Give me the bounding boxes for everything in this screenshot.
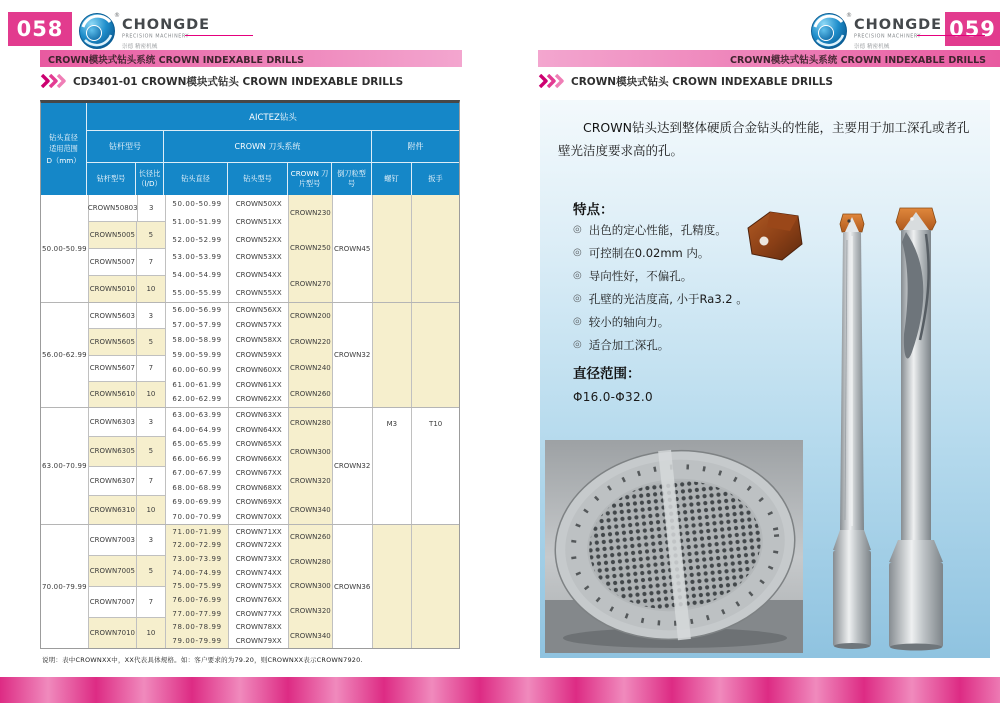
rod-model: CROWN5007 <box>89 249 137 275</box>
drill-model-value: CROWN78XX <box>235 623 282 632</box>
insert-model-value: CROWN250 <box>289 244 331 253</box>
ld-ratio: 5 <box>148 447 154 456</box>
svg-text:PRECISION MACHINERY: PRECISION MACHINERY <box>122 34 190 40</box>
diameter-value: 51.00-51.99 <box>172 217 222 226</box>
insert-model-value: CROWN280 <box>289 557 331 566</box>
diameter-value: 66.00-66.99 <box>172 454 222 463</box>
bullet-icon: ◎ <box>573 247 582 258</box>
banner-right <box>538 50 1000 67</box>
rod-model: CROWN7005 <box>89 556 137 586</box>
rod-row <box>89 556 165 587</box>
diameter-value: 75.00-75.99 <box>172 582 222 591</box>
insert-model-value: CROWN200 <box>289 312 331 320</box>
intro-text: CROWN钻头达到整体硬质合金钻头的性能，主要用于加工深孔或者孔壁光洁度要求高的孔。 <box>558 120 970 159</box>
insert-model-cell <box>289 525 333 648</box>
rod-row <box>89 408 165 437</box>
tubesheet-photo <box>545 440 803 653</box>
svg-text:PRECISION MACHINERY: PRECISION MACHINERY <box>854 34 922 40</box>
svg-text:®: ® <box>846 12 852 19</box>
ld-ratio: 7 <box>148 258 154 266</box>
diameter-value: 57.00-57.99 <box>172 321 222 330</box>
diameter-value: 50.00-50.99 <box>172 199 222 208</box>
drill-model-value: CROWN71XX <box>235 527 282 536</box>
diameter-value: 68.00-68.99 <box>172 483 222 492</box>
ld-ratio: 3 <box>148 311 154 320</box>
diameter-value: 76.00-76.99 <box>172 596 222 605</box>
svg-text:崇德 精密机械: 崇德 精密机械 <box>122 44 158 50</box>
product-panel <box>540 100 990 658</box>
wrench-cell <box>412 303 459 407</box>
drill-model-value: CROWN64XX <box>235 425 282 434</box>
feature-item <box>573 287 748 310</box>
rod-row <box>89 249 165 276</box>
feature-text: 孔壁的光洁度高, 小于Ra3.2 。 <box>588 291 748 306</box>
ld-ratio: 10 <box>146 390 156 399</box>
rod-model: CROWN7007 <box>89 587 137 617</box>
insert-model-value: CROWN260 <box>289 533 331 542</box>
features-title: 特点： <box>573 202 614 218</box>
ld-ratio: 7 <box>148 476 154 485</box>
diameter-value: 71.00-71.99 <box>172 527 222 536</box>
col-header-ld-ratio: 长径比 （l/D） <box>136 163 164 195</box>
diameter-value: 63.00-63.99 <box>172 411 222 420</box>
banner-text: CROWN模块式钻头系统 CROWN INDEXABLE DRILLS <box>48 54 305 66</box>
chevrons-icon <box>538 74 564 88</box>
feature-text: 可控制在0.02mm 内。 <box>588 245 710 260</box>
insert-model-value: CROWN220 <box>289 338 331 346</box>
diameter-value: 54.00-54.99 <box>172 271 222 280</box>
carbide-insert-image <box>748 212 802 260</box>
rod-row <box>89 195 165 222</box>
table-header <box>41 103 459 195</box>
diameter-value: 73.00-73.99 <box>172 555 222 564</box>
table-block <box>41 408 459 525</box>
ld-ratio: 10 <box>146 285 156 293</box>
drill-diameter-cell <box>166 408 230 524</box>
wrench-value: T10 <box>429 420 443 428</box>
svg-text:CHONGDE: CHONGDE <box>854 17 943 33</box>
drill-model-value: CROWN76XX <box>235 596 282 605</box>
drill-model-value: CROWN59XX <box>235 350 282 359</box>
ld-ratio: 5 <box>148 567 154 575</box>
group-header-rod: 钻杆型号 <box>87 131 164 162</box>
rod-rows <box>89 408 166 524</box>
page-number-left: 058 <box>8 12 72 46</box>
chevrons-icon <box>40 74 66 88</box>
bullet-icon: ◎ <box>573 316 582 327</box>
drill-model-value: CROWN63XX <box>235 411 282 420</box>
diameter-value: 55.00-55.99 <box>172 289 222 298</box>
section-title-right <box>538 71 833 91</box>
banner-text: CROWN模块式钻头系统 CROWN INDEXABLE DRILLS <box>729 54 986 66</box>
drill-model-cell <box>229 525 289 648</box>
diameter-value: 56.00-56.99 <box>172 306 222 315</box>
ld-ratio: 7 <box>148 598 154 606</box>
drill-model-value: CROWN61XX <box>235 380 282 389</box>
insert-model-value: CROWN320 <box>289 476 331 485</box>
drill-model-cell <box>229 195 289 302</box>
diameter-value: 53.00-53.99 <box>172 253 222 262</box>
rod-rows <box>89 303 166 407</box>
ld-ratio: 10 <box>146 629 156 637</box>
table-block <box>41 195 459 303</box>
drill-model-value: CROWN73XX <box>235 555 282 564</box>
feature-item <box>573 310 748 333</box>
drill-diameter-cell <box>166 525 230 648</box>
drill-model-value: CROWN77XX <box>235 609 282 618</box>
insert-model-cell <box>289 408 333 524</box>
group-header-accessories: 附件 <box>407 142 424 151</box>
insert-model-value: CROWN230 <box>289 208 331 217</box>
insert-model-value: CROWN320 <box>289 607 331 616</box>
ld-ratio: 3 <box>148 418 154 427</box>
col-header-diameter-range: 钻头直径 适用范围 D（mm） <box>41 103 87 195</box>
drill-model-cell <box>229 303 289 407</box>
wrench-cell <box>412 408 459 524</box>
insert-model-value: CROWN340 <box>289 631 331 640</box>
drill-model-value: CROWN69XX <box>235 498 282 507</box>
bullet-icon: ◎ <box>573 339 582 350</box>
drill-model-value: CROWN55XX <box>235 289 282 298</box>
insert-model-cell <box>289 195 333 302</box>
rod-model: CROWN6305 <box>89 437 137 465</box>
bullet-icon: ◎ <box>573 224 582 235</box>
drill-model-value: CROWN75XX <box>235 582 282 591</box>
rod-row <box>89 222 165 249</box>
diameter-value: 62.00-62.99 <box>172 395 222 404</box>
drill-model-cell <box>229 408 289 524</box>
drill-model-value: CROWN65XX <box>235 440 282 449</box>
section-title-text: CD3401-01 CROWN模块式钻头 CROWN INDEXABLE DRILLS <box>73 75 404 88</box>
reamer-model-cell: CROWN32 <box>333 303 373 407</box>
insert-model-value: CROWN240 <box>289 364 331 372</box>
feature-item <box>573 264 748 287</box>
rod-row <box>89 496 165 524</box>
feature-text: 导向性好，不偏孔。 <box>588 268 693 283</box>
rod-model: CROWN7010 <box>89 618 137 648</box>
table-footnote: 说明：表中CROWNXX中，XX代表具体规格。如：客户要求的为79.20，则CROWNXX表示CROWN7920. <box>42 656 363 664</box>
diameter-value: 77.00-77.99 <box>172 609 222 618</box>
diameter-value: 64.00-64.99 <box>172 425 222 434</box>
drill-image-left <box>833 214 871 649</box>
reamer-model-cell: CROWN45 <box>333 195 373 302</box>
ld-ratio: 5 <box>148 231 154 239</box>
screw-value: M3 <box>386 420 398 428</box>
banner-left <box>40 50 462 67</box>
screw-cell <box>373 525 413 648</box>
section-title-left <box>40 71 403 91</box>
feature-text: 适合加工深孔。 <box>588 337 670 352</box>
diameter-value: 58.00-58.99 <box>172 336 222 345</box>
screw-cell <box>373 408 413 524</box>
insert-model-value: CROWN300 <box>289 447 331 456</box>
diameter-value: 59.00-59.99 <box>172 350 222 359</box>
ld-ratio: 3 <box>148 536 154 544</box>
diameter-value: 72.00-72.99 <box>172 541 222 550</box>
col-header-drill-model: 钻头型号 <box>228 163 288 195</box>
rod-row <box>89 382 165 407</box>
chongde-logo-icon <box>808 8 988 54</box>
diameter-value: 52.00-52.99 <box>172 235 222 244</box>
rod-model: CROWN5607 <box>89 356 137 381</box>
footer-bar <box>0 677 1000 703</box>
drill-model-value: CROWN79XX <box>235 637 282 646</box>
rod-model: CROWN5010 <box>89 276 137 302</box>
col-header-insert-model: CROWN 刀片型号 <box>288 163 332 195</box>
diameter-value: 79.00-79.99 <box>172 637 222 646</box>
rod-row <box>89 356 165 382</box>
rod-rows <box>89 525 166 648</box>
diameter-range-title: 直径范围： <box>573 366 641 382</box>
screw-cell <box>373 195 413 302</box>
rod-model: CROWN6303 <box>89 408 137 436</box>
diameter-value: 78.00-78.99 <box>172 623 222 632</box>
rod-row <box>89 329 165 355</box>
diameter-range-cell: 56.00-62.99 <box>41 303 89 407</box>
rod-row <box>89 303 165 329</box>
feature-item <box>573 241 748 264</box>
drill-diameter-cell <box>166 195 230 302</box>
group-header-crown-head: CROWN 刀头系统 <box>164 131 372 162</box>
page-number-right: 059 <box>945 12 1000 46</box>
col-header-rod-model: 钻杆型号 <box>87 163 136 195</box>
drill-model-value: CROWN67XX <box>235 469 282 478</box>
features-list <box>573 218 748 356</box>
diameter-value: 67.00-67.99 <box>172 469 222 478</box>
insert-model-value: CROWN270 <box>289 280 331 289</box>
diameter-range-cell: 70.00-79.99 <box>41 525 89 648</box>
table-block <box>41 303 459 408</box>
insert-model-cell <box>289 303 333 407</box>
drill-model-value: CROWN72XX <box>235 541 282 550</box>
drill-model-value: CROWN60XX <box>235 365 282 374</box>
rod-model: CROWN5605 <box>89 329 137 354</box>
col-header-screw: 螺钉 <box>372 163 412 195</box>
rod-row <box>89 525 165 556</box>
drill-model-value: CROWN54XX <box>235 271 282 280</box>
insert-model-value: CROWN340 <box>289 505 331 514</box>
ld-ratio: 3 <box>148 204 154 212</box>
group-header-row <box>87 131 459 163</box>
drill-model-value: CROWN51XX <box>235 217 282 226</box>
drill-model-value: CROWN70XX <box>235 512 282 521</box>
feature-item <box>573 333 748 356</box>
rod-model: CROWN50803 <box>89 195 138 221</box>
drill-diameter-cell <box>166 303 230 407</box>
rod-model: CROWN7003 <box>89 525 137 555</box>
insert-model-value: CROWN280 <box>289 418 331 427</box>
spec-table <box>40 100 460 649</box>
drill-model-value: CROWN56XX <box>235 306 282 315</box>
rod-model: CROWN5005 <box>89 222 137 248</box>
reamer-model-cell: CROWN32 <box>333 408 373 524</box>
section-title-text: CROWN模块式钻头 CROWN INDEXABLE DRILLS <box>571 75 833 88</box>
table-header-rows <box>87 103 459 195</box>
rod-row <box>89 467 165 496</box>
feature-text: 出色的定心性能，孔精度。 <box>588 222 727 237</box>
diameter-value: 74.00-74.99 <box>172 568 222 577</box>
diameter-value: 60.00-60.99 <box>172 365 222 374</box>
column-header-row <box>87 163 459 195</box>
drill-image-right <box>889 208 943 651</box>
rod-row <box>89 618 165 648</box>
bullet-icon: ◎ <box>573 270 582 281</box>
col-header-wrench: 扳手 <box>428 174 443 184</box>
chongde-logo-icon <box>76 8 256 54</box>
svg-text:CHONGDE: CHONGDE <box>122 17 211 33</box>
svg-text:®: ® <box>114 12 120 19</box>
drill-model-value: CROWN50XX <box>235 199 282 208</box>
ld-ratio: 5 <box>148 337 154 346</box>
table-title: AICTEZ钻头 <box>87 103 459 131</box>
rod-model: CROWN6310 <box>89 496 137 524</box>
ld-ratio: 7 <box>148 364 154 373</box>
diameter-range-value: Φ16.0-Φ32.0 <box>573 390 653 404</box>
drill-model-value: CROWN68XX <box>235 483 282 492</box>
table-body <box>41 195 459 648</box>
drill-model-value: CROWN58XX <box>235 336 282 345</box>
drill-model-value: CROWN62XX <box>235 395 282 404</box>
rod-rows <box>89 195 166 302</box>
ld-ratio: 10 <box>146 505 156 514</box>
rod-row <box>89 276 165 302</box>
rod-model: CROWN5610 <box>89 382 137 407</box>
diameter-range-cell: 50.00-50.99 <box>41 195 89 302</box>
wrench-cell <box>412 195 459 302</box>
rod-row <box>89 437 165 466</box>
feature-item <box>573 218 748 241</box>
insert-model-value: CROWN260 <box>289 390 331 398</box>
rod-model: CROWN5603 <box>89 303 137 328</box>
rod-row <box>89 587 165 618</box>
reamer-model-cell: CROWN36 <box>333 525 373 648</box>
diameter-value: 61.00-61.99 <box>172 380 222 389</box>
insert-model-value: CROWN300 <box>289 582 331 591</box>
drill-model-value: CROWN66XX <box>235 454 282 463</box>
diameter-value: 69.00-69.99 <box>172 498 222 507</box>
drill-model-value: CROWN74XX <box>235 568 282 577</box>
wrench-cell <box>412 525 459 648</box>
drill-model-value: CROWN53XX <box>235 253 282 262</box>
diameter-range-cell: 63.00-70.99 <box>41 408 89 524</box>
table-block <box>41 525 459 648</box>
col-header-drill-diameter: 钻头直径 <box>164 163 228 195</box>
col-header-reamer-model: 倒刀粒型号 <box>332 163 372 195</box>
diameter-value: 65.00-65.99 <box>172 440 222 449</box>
svg-text:崇德 精密机械: 崇德 精密机械 <box>854 44 890 50</box>
screw-cell <box>373 303 413 407</box>
feature-text: 较小的轴向力。 <box>588 314 670 329</box>
diameter-value: 70.00-70.99 <box>172 512 222 521</box>
drill-model-value: CROWN52XX <box>235 235 282 244</box>
drill-model-value: CROWN57XX <box>235 321 282 330</box>
rod-model: CROWN6307 <box>89 467 137 495</box>
bullet-icon: ◎ <box>573 293 582 304</box>
